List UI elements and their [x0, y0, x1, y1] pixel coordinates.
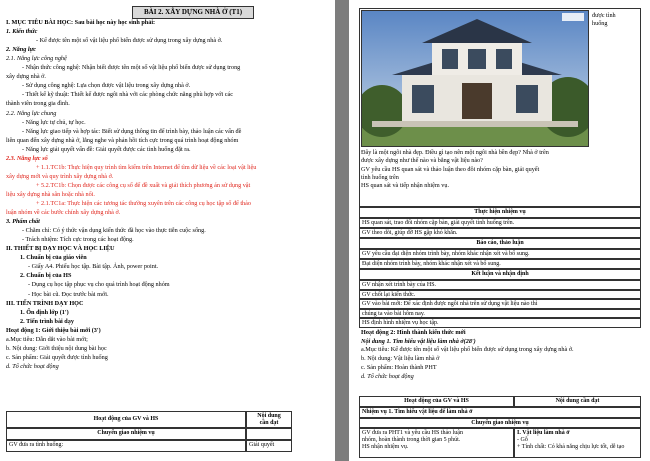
left-line: a.Mục tiêu: Dẫn dắt vào bài mới;: [6, 335, 88, 343]
left-line: 1. Kiến thức: [6, 28, 38, 36]
left-line: + 5.2.TC1b: Chọn được các công cụ số để đề xuất và giải thích phương án sử dụng vật: [36, 181, 251, 189]
right-line: HS quan sát và tiếp nhận nhiệm vụ.: [361, 182, 449, 190]
conclude-row: HS định hình nhiệm vụ học tập.: [359, 318, 641, 328]
right-mid-line: Nội dung 1. Tìm hiểu vật liệu làm nhà ở(28'): [361, 337, 476, 345]
table-header-activity: Hoạt động của GV và HS: [6, 411, 246, 428]
left-line: liệu xây dựng nhà sân hoặc nhà nổi.: [6, 190, 95, 198]
left-line: 2.3. Năng lực số: [6, 154, 48, 162]
left-line: III. TIẾN TRÌNH DẠY HỌC: [6, 299, 84, 307]
table-empty-cell: [246, 428, 292, 440]
task-1-section: Chuyển giao nhiệm vụ: [359, 418, 641, 428]
left-line: - Giấy A4. Phiếu học tập. Bài tập. Ảnh, power point.: [28, 263, 159, 271]
left-line: - Trách nhiệm: Tích cực trong các hoạt động.: [22, 236, 134, 244]
task-1-right-line: - Gỗ: [517, 437, 528, 443]
lesson-title: BÀI 2. XÂY DỰNG NHÀ Ở (T1): [132, 6, 254, 19]
top-table-frame: [359, 8, 641, 207]
conclude-header: Kết luận và nhận định: [359, 269, 641, 280]
left-line: c. Sản phẩm: Giải quyết được tình huống: [6, 353, 108, 361]
report-discuss-row: GV yêu cầu đại diện nhóm trình bày, nhóm khác nhận xét và bổ sung.: [359, 249, 641, 259]
conclude-row: GV chốt lại kiến thức.: [359, 290, 641, 300]
activity-table-header-right: Nội dung cần đạt: [514, 396, 641, 407]
table-section-assign: Chuyển giao nhiệm vụ: [6, 428, 246, 440]
right-line: GV yêu cầu HS quan sát và thảo luận theo đôi nhóm cặp bàn, giải quyết: [361, 165, 540, 173]
conclude-row: GV nhận xét trình bày của HS.: [359, 280, 641, 290]
task-1-title: Nhiệm vụ 1. Tìm hiểu vật liệu để làm nhà ở: [359, 407, 641, 418]
left-line: 2.2. Năng lực chung: [6, 109, 57, 117]
left-line: 1. Chuẩn bị của giáo viên: [20, 254, 87, 262]
left-line: 2. Chuẩn bị của HS: [20, 272, 72, 280]
left-line: I. MỤC TIÊU BÀI HỌC: Sau bài học này học sinh phải:: [6, 19, 156, 26]
left-line: - Năng lực giải quyết vấn đề: Giải quyết được các tình huống đặt ra.: [22, 145, 191, 153]
task-1-left-line: GV đưa ra PHT1 và yêu cầu HS thảo luận: [362, 430, 463, 436]
left-line: + 2.1.TC1a: Thực hiện các tương tác thường xuyên trên các công cụ học tập số để thảo: [36, 200, 251, 207]
perform-task-row: HS quan sát, trao đổi nhóm cặp bàn, giải quyết tình huống trên.: [359, 218, 641, 228]
left-line: - Dụng cụ học tập phục vụ cho quá trình hoạt động nhóm: [28, 281, 170, 289]
table-header-content-line1: Nội dung: [257, 413, 281, 419]
left-line: thành viên trong gia đình.: [6, 100, 70, 108]
task-1-right-cell: [514, 428, 641, 458]
right-mid-line: a.Mục tiêu: Kể được tên một số vật liệu phổ biến được sử dụng trong xây dựng nhà ở.: [361, 346, 574, 354]
perform-task-header: Thực hiện nhiệm vụ: [359, 207, 641, 218]
left-line: - Năng lực giao tiếp và hợp tác: Biết sử dụng thông tin để trình bày, thảo luận các vấn đề: [22, 127, 242, 135]
left-line: - Sử dụng công nghệ: Lựa chọn được vật liệu trong xây dựng nhà ở.: [22, 82, 191, 90]
left-line: b. Nội dung: Giới thiệu nội dung bài học: [6, 344, 107, 352]
left-line: 2. Năng lực: [6, 46, 37, 54]
left-line: 1. Ổn định lớp (1'): [20, 308, 69, 316]
left-line: 2. Tiến trình bài dạy: [20, 317, 74, 325]
left-line: II. THIẾT BỊ DẠY HỌC VÀ HỌC LIỆU: [6, 245, 115, 253]
right-mid-line: Hoạt động 2: Hình thành kiến thức mới: [361, 329, 466, 336]
left-line: - Nhận thức công nghệ: Nhận biết được tên một số vật liệu phổ biến được sử dụng trong: [22, 64, 241, 72]
conclude-row: GV vào bài mới: Để xác định được ngôi nhà trên sử dụng vật liệu nào thì: [359, 299, 641, 309]
corner-text-1: được tình: [592, 12, 616, 19]
right-line: được xây dựng như thế nào và bằng vật liệu nào?: [361, 157, 483, 165]
left-line: Hoạt động 1: Giới thiệu bài mới (3'): [6, 326, 101, 334]
right-line: tình huống trên: [361, 173, 399, 181]
left-line: liên quan đến xây dựng nhà ở, lắng nghe và phản hồi tích cực trong quá trình hoạt động nhóm: [6, 136, 239, 144]
task-1-right-line: + Tính chất: Có khả năng chịu lực tốt, dễ tạo: [517, 444, 625, 450]
right-line: Đây là một ngôi nhà đẹp. Điều gì tạo nên một ngôi nhà bền đẹp? Nhà ở trên: [361, 149, 549, 156]
left-line: 2.1. Năng lực công nghệ: [6, 55, 67, 63]
activity-table-header-left: Hoạt động của GV và HS: [359, 396, 514, 407]
table-header-content-line2: cần đạt: [259, 420, 279, 426]
left-line: - Học bài cũ. Đọc trước bài mới.: [28, 290, 109, 298]
left-line: - Năng lực tự chủ, tự học.: [22, 118, 86, 126]
left-line: + 1.1.TC1b: Thực hiện quy trình tìm kiếm trên Internet để tìm dữ liệu về các loại vật liệu: [36, 163, 257, 171]
left-line: - Thiết kế kỹ thuật: Thiết kế được ngôi nhà với các phòng chức năng phù hợp với các: [22, 91, 233, 99]
left-line: luận nhóm về các bước chính xây dựng nhà ở.: [6, 209, 121, 217]
right-mid-line: c. Sản phẩm: Hoàn thành PHT: [361, 363, 437, 371]
left-line: 3. Phẩm chất: [6, 218, 40, 226]
corner-text-2: huống: [592, 20, 608, 27]
table-row-left: GV đưa ra tình huống:: [6, 440, 246, 452]
perform-task-row: GV theo dõi, giúp đỡ HS gặp khó khăn.: [359, 228, 641, 238]
task-1-left-line: HS nhận nhiệm vụ.: [362, 444, 409, 450]
task-1-right-line: I. Vật liệu làm nhà ở: [517, 430, 570, 436]
right-page: [349, 0, 650, 461]
left-line: xây dựng mới và quy trình xây dựng nhà ở.: [6, 172, 114, 180]
left-line: d. Tổ chức hoạt động: [6, 362, 59, 370]
conclude-row: chúng ta vào bài hôm nay.: [359, 309, 641, 319]
left-line: - Kể được tên một số vật liệu phổ biến được sử dụng trong xây dựng nhà ở.: [36, 37, 223, 45]
table-row-right: Giải quyết: [246, 440, 292, 452]
left-line: xây dựng nhà ở.: [6, 73, 46, 81]
left-line: - Chăm chỉ: Có ý thức vận dụng kiến thức đã học vào thực tiễn cuộc sống.: [22, 227, 206, 235]
report-discuss-header: Báo cáo, thảo luận: [359, 238, 641, 249]
task-1-left-line: nhóm, hoàn thành trong thời gian 5 phút.: [362, 437, 461, 443]
right-mid-line: b. Nội dung: Vật liệu làm nhà ở: [361, 355, 440, 363]
table-header-content: [246, 411, 292, 428]
report-discuss-row: Đại diện nhóm trình bày, nhóm khác nhận xét và bổ sung.: [359, 259, 641, 269]
task-1-left-cell: [359, 428, 514, 458]
right-mid-line: d. Tổ chức hoạt động: [361, 372, 414, 380]
